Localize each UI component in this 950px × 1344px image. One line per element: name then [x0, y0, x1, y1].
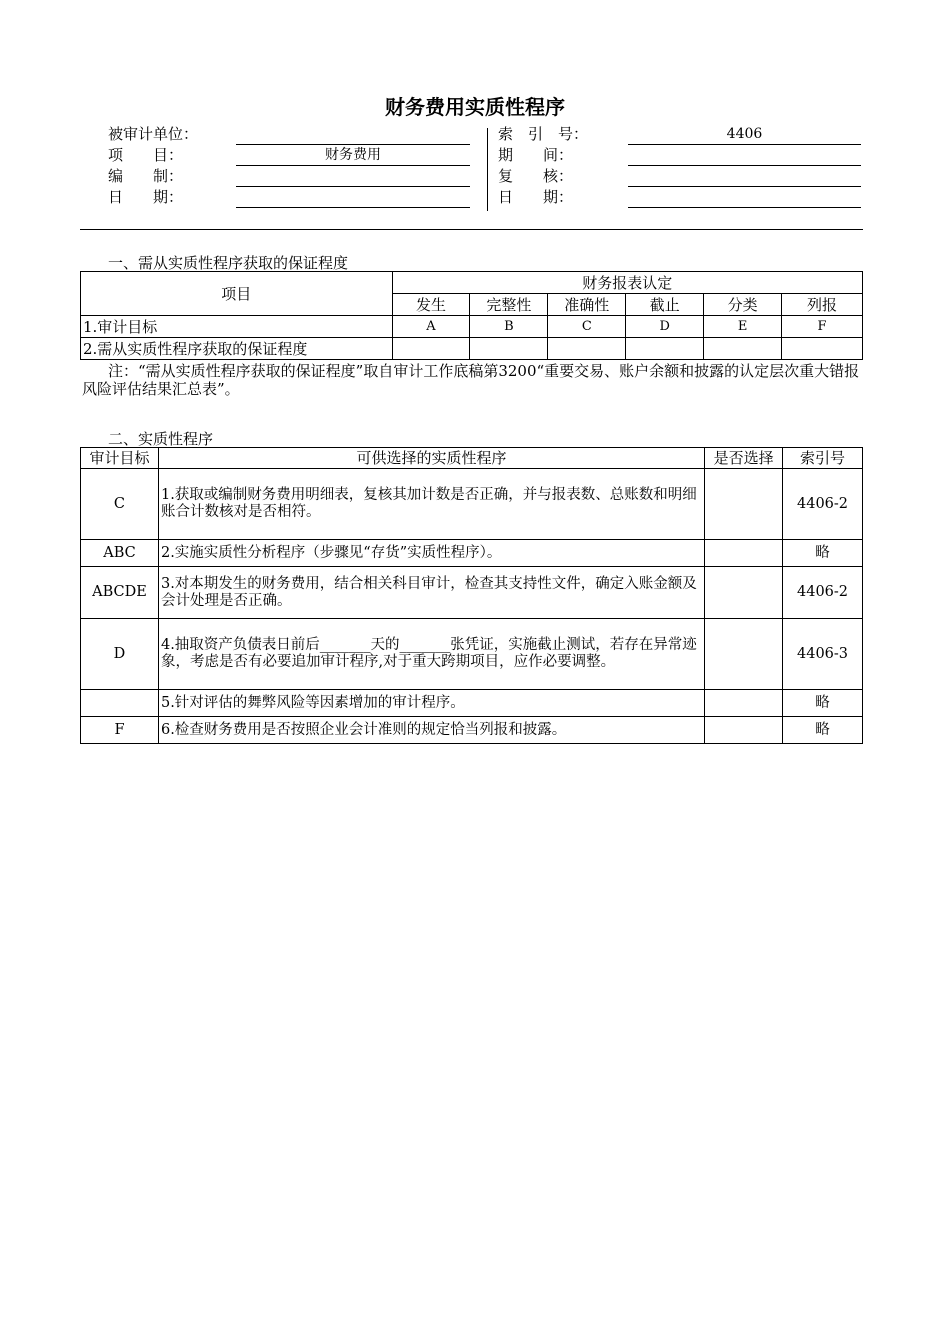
objective-cell: ABC [81, 540, 159, 567]
assurance-cell[interactable] [626, 338, 704, 360]
index-cell: 4406-3 [783, 619, 863, 690]
objective-cell: E [704, 316, 782, 338]
objective-cell: B [470, 316, 548, 338]
assurance-cell[interactable] [392, 338, 470, 360]
objective-cell: C [548, 316, 626, 338]
selected-cell[interactable] [705, 619, 783, 690]
assertion-header: 准确性 [548, 294, 626, 316]
assertion-header: 发生 [392, 294, 470, 316]
index-field[interactable]: 4406 [628, 125, 861, 145]
selected-cell[interactable] [705, 540, 783, 567]
date2-field[interactable] [628, 188, 861, 208]
procedure-cell: 1.获取或编制财务费用明细表，复核其加计数是否正确，并与报表数、总账数和明细账合计数核对是否相符。 [158, 469, 704, 540]
table-row [81, 540, 863, 567]
reviewer-label: 复 核： [498, 167, 574, 185]
row-label: 2.需从实质性程序获取的保证程度 [81, 338, 393, 360]
index-cell: 略 [783, 717, 863, 744]
date-label: 日 期： [108, 188, 184, 206]
assertion-header: 截止 [626, 294, 704, 316]
table-row [81, 338, 863, 360]
assurance-table [80, 271, 863, 360]
section1-note: 注：“需从实质性程序获取的保证程度”取自审计工作底稿第3200“重要交易、账户余额和披露的认定层次重大错报风险评估结果汇总表”。 [82, 362, 860, 398]
col-header-objective: 审计目标 [81, 448, 159, 469]
index-cell: 4406-2 [783, 567, 863, 619]
header-rule [80, 229, 863, 230]
index-cell: 略 [783, 540, 863, 567]
item-field[interactable]: 财务费用 [236, 146, 470, 166]
index-cell: 略 [783, 690, 863, 717]
auditee-label: 被审计单位： [108, 125, 199, 143]
objective-cell: A [392, 316, 470, 338]
col-header-procedure: 可供选择的实质性程序 [158, 448, 704, 469]
assurance-cell[interactable] [704, 338, 782, 360]
assertion-header: 完整性 [470, 294, 548, 316]
section1-heading: 一、需从实质性程序获取的保证程度 [108, 254, 349, 272]
preparer-field[interactable] [236, 167, 470, 187]
item-label: 项 目： [108, 146, 184, 164]
procedure-cell: 3.对本期发生的财务费用，结合相关科目审计，检查其支持性文件，确定入账金额及会计处理是否正确。 [158, 567, 704, 619]
auditee-field[interactable] [236, 125, 470, 145]
objective-cell: F [81, 717, 159, 744]
table-row [81, 717, 863, 744]
table-row [81, 469, 863, 540]
table-row [81, 690, 863, 717]
table-row [81, 619, 863, 690]
table-row [81, 567, 863, 619]
selected-cell[interactable] [705, 717, 783, 744]
procedures-table [80, 447, 863, 744]
procedure-cell: 2.实施实质性分析程序（步骤见“存货”实质性程序）。 [158, 540, 704, 567]
selected-cell[interactable] [705, 469, 783, 540]
item-header: 项目 [81, 272, 393, 316]
assertions-header: 财务报表认定 [392, 272, 862, 294]
selected-cell[interactable] [705, 690, 783, 717]
assertion-header: 列报 [782, 294, 863, 316]
col-header-selected: 是否选择 [705, 448, 783, 469]
period-field[interactable] [628, 146, 861, 166]
col-header-index: 索引号 [783, 448, 863, 469]
objective-cell: F [782, 316, 863, 338]
objective-cell: D [81, 619, 159, 690]
reviewer-field[interactable] [628, 167, 861, 187]
assurance-cell[interactable] [782, 338, 863, 360]
index-label: 索 引 号： [498, 125, 589, 143]
objective-cell: D [626, 316, 704, 338]
procedure-cell: 6.检查财务费用是否按照企业会计准则的规定恰当列报和披露。 [158, 717, 704, 744]
assurance-cell[interactable] [470, 338, 548, 360]
header-divider [487, 128, 488, 211]
index-cell: 4406-2 [783, 469, 863, 540]
row-label: 1.审计目标 [81, 316, 393, 338]
objective-cell: C [81, 469, 159, 540]
section2-heading: 二、实质性程序 [108, 430, 214, 448]
period-label: 期 间： [498, 146, 574, 164]
table-row [81, 316, 863, 338]
assertion-header: 分类 [704, 294, 782, 316]
assurance-cell[interactable] [548, 338, 626, 360]
procedure-cell: 4.抽取资产负债表日前后_______天的_______张凭证，实施截止测试，若存在异常迹象，考虑是否有必要追加审计程序,对于重大跨期项目，应作必要调整。 [158, 619, 704, 690]
objective-cell [81, 690, 159, 717]
date-field[interactable] [236, 188, 470, 208]
date2-label: 日 期： [498, 188, 574, 206]
preparer-label: 编 制： [108, 167, 184, 185]
procedure-cell: 5.针对评估的舞弊风险等因素增加的审计程序。 [158, 690, 704, 717]
page-title: 财务费用实质性程序 [385, 95, 565, 119]
selected-cell[interactable] [705, 567, 783, 619]
objective-cell: ABCDE [81, 567, 159, 619]
